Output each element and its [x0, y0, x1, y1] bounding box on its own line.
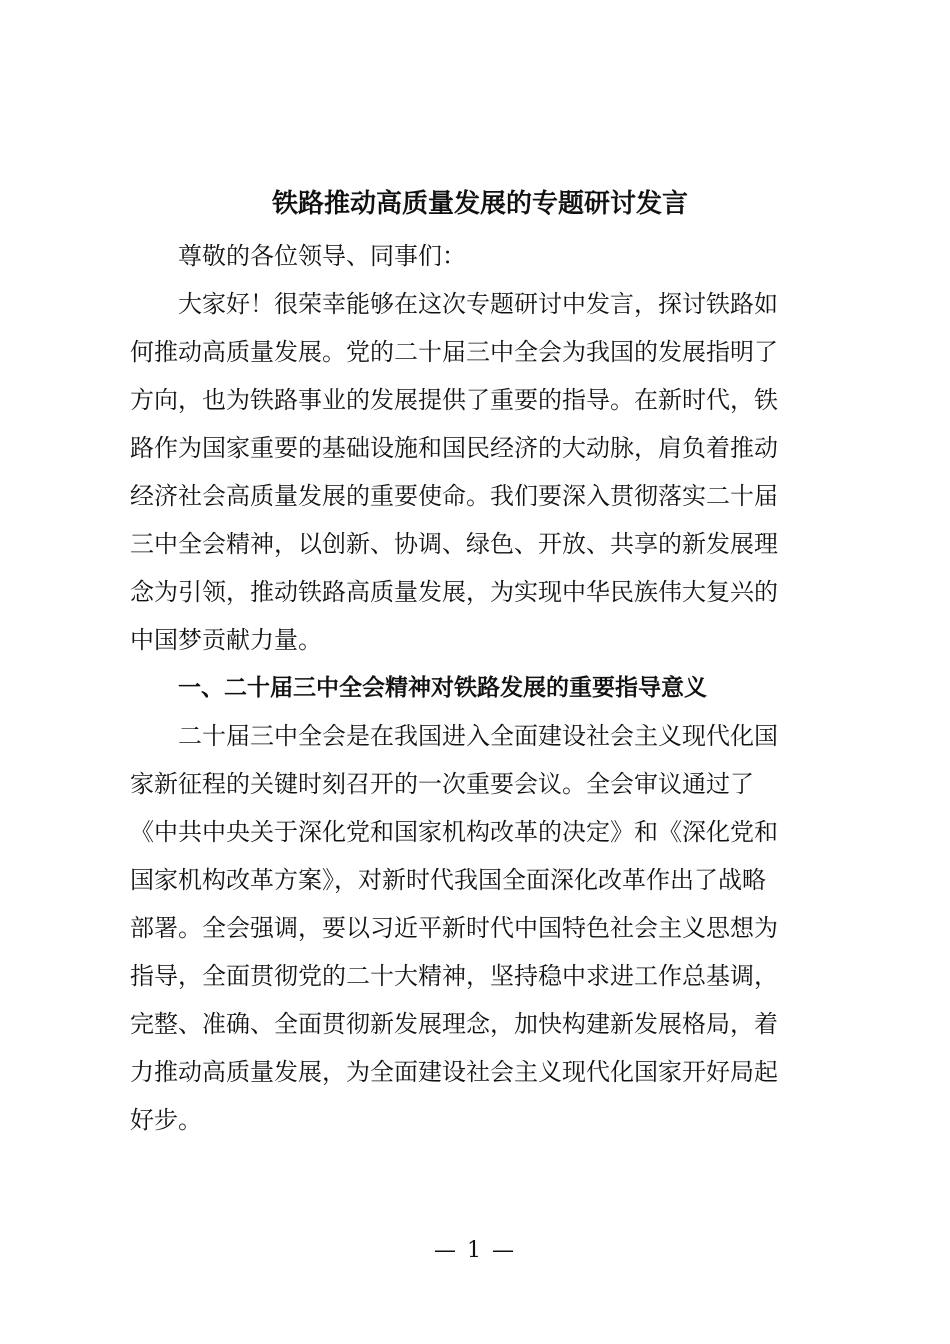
section-paragraph	[130, 712, 830, 1144]
paragraph-line: 部署。全会强调，要以习近平新时代中国特色社会主义思想为	[130, 914, 778, 942]
paragraph-line: 三中全会精神，以创新、协调、绿色、开放、共享的新发展理	[130, 530, 778, 558]
paragraph-line: 好步。	[130, 1106, 202, 1134]
paragraph-line: 国家机构改革方案》，对新时代我国全面深化改革作出了战略	[130, 866, 766, 894]
section-heading: 一、二十届三中全会精神对铁路发展的重要指导意义	[178, 675, 707, 701]
paragraph-line: 力推动高质量发展，为全面建设社会主义现代化国家开好局起	[130, 1058, 778, 1086]
paragraph-line: 中国梦贡献力量。	[130, 626, 322, 654]
paragraph-line: 大家好！很荣幸能够在这次专题研讨中发言，探讨铁路如	[178, 290, 778, 318]
paragraph-line: 路作为国家重要的基础设施和国民经济的大动脉，肩负着推动	[130, 434, 778, 462]
document-title: 铁路推动高质量发展的专题研讨发言	[271, 189, 688, 219]
paragraph-line: 家新征程的关键时刻召开的一次重要会议。全会审议通过了	[130, 770, 754, 798]
intro-paragraph	[130, 280, 830, 664]
document-body	[130, 180, 830, 1144]
paragraph-line: 方向，也为铁路事业的发展提供了重要的指导。在新时代，铁	[130, 386, 778, 414]
paragraph-line: 《中共中央关于深化党和国家机构改革的决定》和《深化党和	[130, 818, 778, 846]
salutation: 尊敬的各位领导、同事们：	[178, 242, 466, 270]
paragraph-line: 完整、准确、全面贯彻新发展理念，加快构建新发展格局，着	[130, 1010, 778, 1038]
paragraph-line: 念为引领，推动铁路高质量发展，为实现中华民族伟大复兴的	[130, 578, 778, 606]
paragraph-line: 何推动高质量发展。党的二十届三中全会为我国的发展指明了	[130, 338, 778, 366]
paragraph-line: 经济社会高质量发展的重要使命。我们要深入贯彻落实二十届	[130, 482, 778, 510]
paragraph-line: 指导，全面贯彻党的二十大精神，坚持稳中求进工作总基调，	[130, 962, 778, 990]
page-number: — 1 —	[434, 1238, 516, 1263]
paragraph-line: 二十届三中全会是在我国进入全面建设社会主义现代化国	[178, 722, 778, 750]
